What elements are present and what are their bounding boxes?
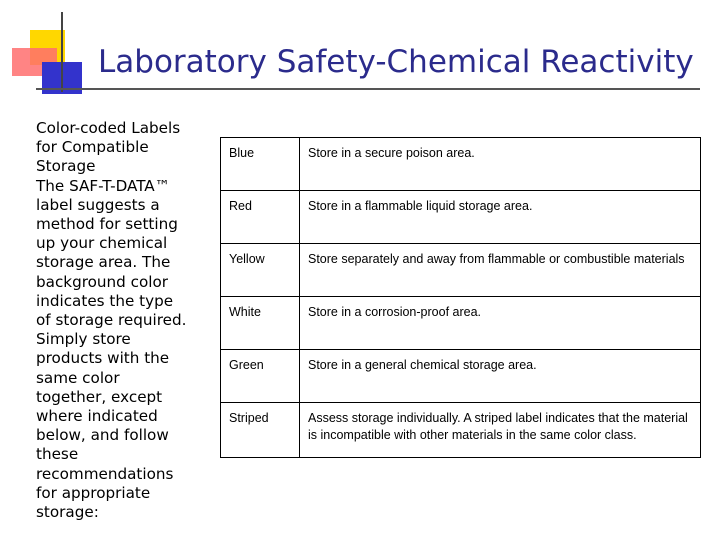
color-cell: Striped bbox=[221, 403, 300, 458]
table-row bbox=[221, 138, 701, 191]
color-cell: Blue bbox=[221, 138, 300, 191]
decor-vertical-line bbox=[61, 12, 63, 92]
slide-body-text: Color-coded Labels for Compatible Storage The SAF-T-DATA™ label suggests a method for setting up your chemical storage area. The background color indicates the type of storage required. Simply store products with the same color together, except where indicated below, and follow these recommendations for appropriate storage: bbox=[36, 119, 187, 522]
color-cell: Red bbox=[221, 191, 300, 244]
instruction-cell: Store in a flammable liquid storage area. bbox=[300, 191, 701, 244]
table-row bbox=[221, 244, 701, 297]
instruction-cell: Store in a general chemical storage area. bbox=[300, 350, 701, 403]
color-cell: Yellow bbox=[221, 244, 300, 297]
color-code-table bbox=[220, 137, 701, 458]
color-cell: Green bbox=[221, 350, 300, 403]
table-row bbox=[221, 350, 701, 403]
title-underline bbox=[36, 88, 700, 90]
slide-title: Laboratory Safety-Chemical Reactivity bbox=[98, 44, 694, 80]
instruction-cell: Assess storage individually. A striped label indicates that the material is incompatible with other materials in the same color class. bbox=[300, 403, 701, 458]
table-row bbox=[221, 403, 701, 458]
instruction-cell: Store in a corrosion-proof area. bbox=[300, 297, 701, 350]
table-row bbox=[221, 191, 701, 244]
table-row bbox=[221, 297, 701, 350]
color-cell: White bbox=[221, 297, 300, 350]
instruction-cell: Store in a secure poison area. bbox=[300, 138, 701, 191]
instruction-cell: Store separately and away from flammable or combustible materials bbox=[300, 244, 701, 297]
